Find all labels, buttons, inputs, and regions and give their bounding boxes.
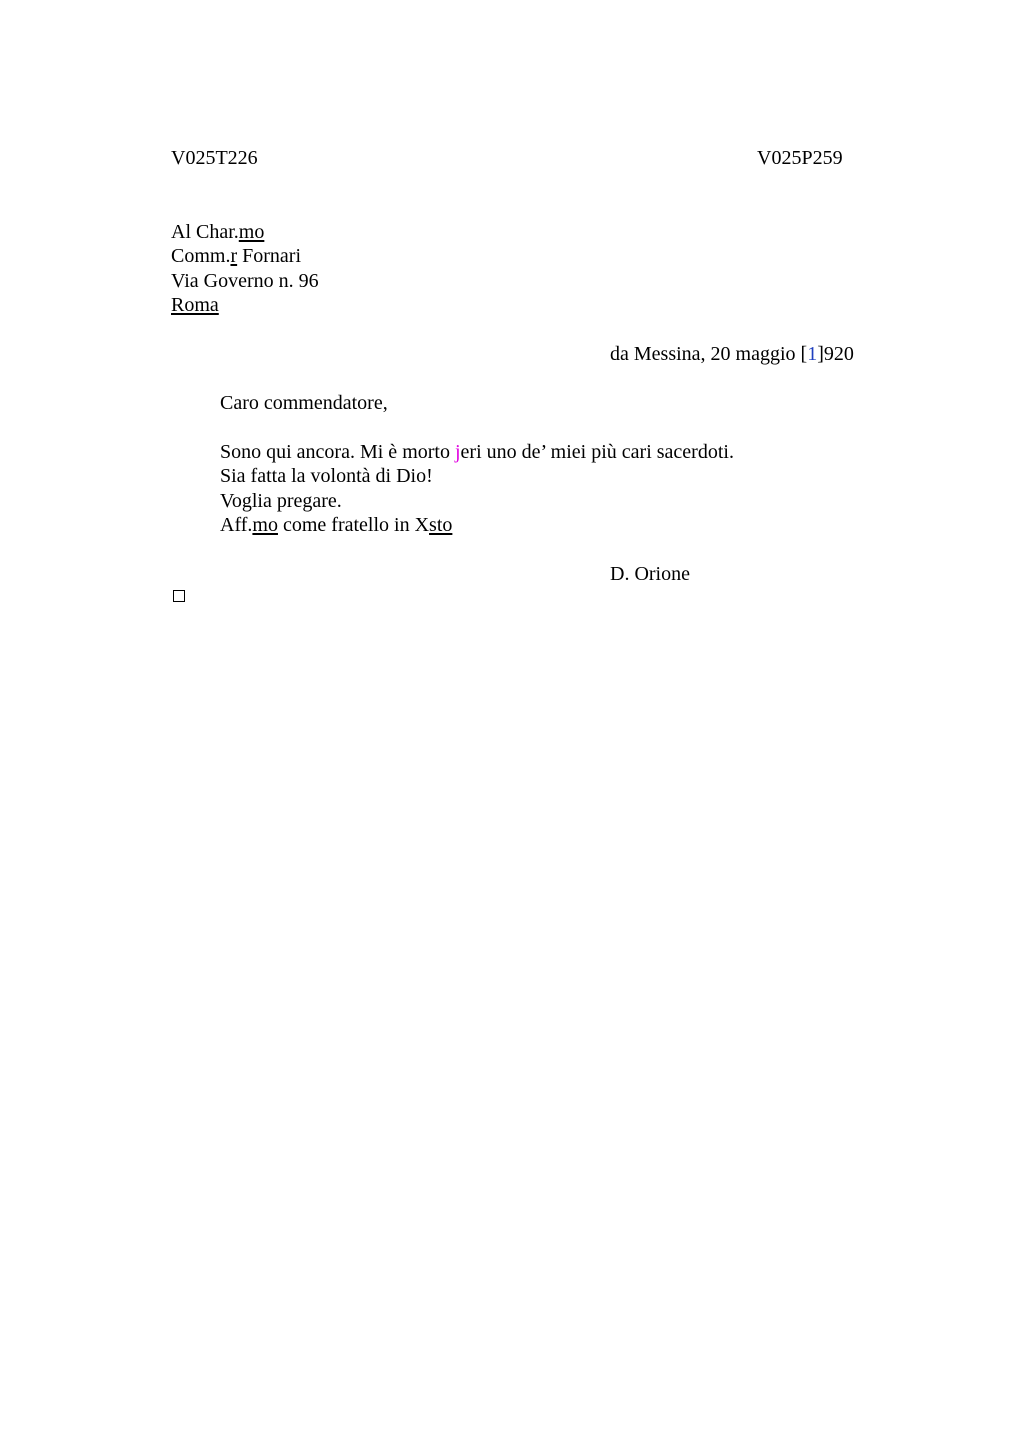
body-line-1-marked-letter: j — [454, 441, 461, 463]
address-line-2 — [171, 244, 301, 269]
body-line-4 — [220, 513, 452, 538]
dateline-suffix: ]920 — [817, 343, 854, 365]
body-line-1-before: Sono qui ancora. Mi è morto — [220, 441, 455, 463]
body-line-3: Voglia pregare. — [220, 490, 342, 512]
body-line-4-abbrev: mo — [252, 514, 278, 536]
body-line-4-prefix: Aff. — [220, 514, 253, 536]
address-line-2-prefix: Comm. — [171, 245, 231, 267]
address-line-1-abbrev: mo — [238, 221, 265, 243]
dateline — [610, 342, 854, 367]
address-line-2-suffix: Fornari — [237, 245, 302, 267]
document-code-right: V025P259 — [757, 147, 843, 169]
end-marker-checkbox — [173, 590, 185, 602]
dateline-prefix: da Messina, 20 maggio [ — [610, 343, 808, 365]
document-code-left: V025T226 — [171, 147, 258, 169]
address-city: Roma — [171, 294, 219, 316]
body-line-2: Sia fatta la volontà di Dio! — [220, 465, 433, 487]
address-line-3: Via Governo n. 96 — [171, 270, 319, 292]
body-line-4-abbrev-2: sto — [429, 514, 453, 536]
body-line-4-middle: come fratello in X — [277, 514, 430, 536]
address-line-2-abbrev: r — [230, 245, 238, 267]
address-line-1-prefix: Al Char. — [171, 221, 239, 243]
dateline-inserted-digit: 1 — [807, 343, 818, 365]
body-line-1 — [220, 440, 734, 465]
body-line-1-after: eri uno de’ miei più cari sacerdoti. — [460, 441, 734, 463]
signature: D. Orione — [610, 563, 690, 585]
salutation: Caro commendatore, — [220, 392, 388, 414]
address-line-1 — [171, 220, 264, 245]
